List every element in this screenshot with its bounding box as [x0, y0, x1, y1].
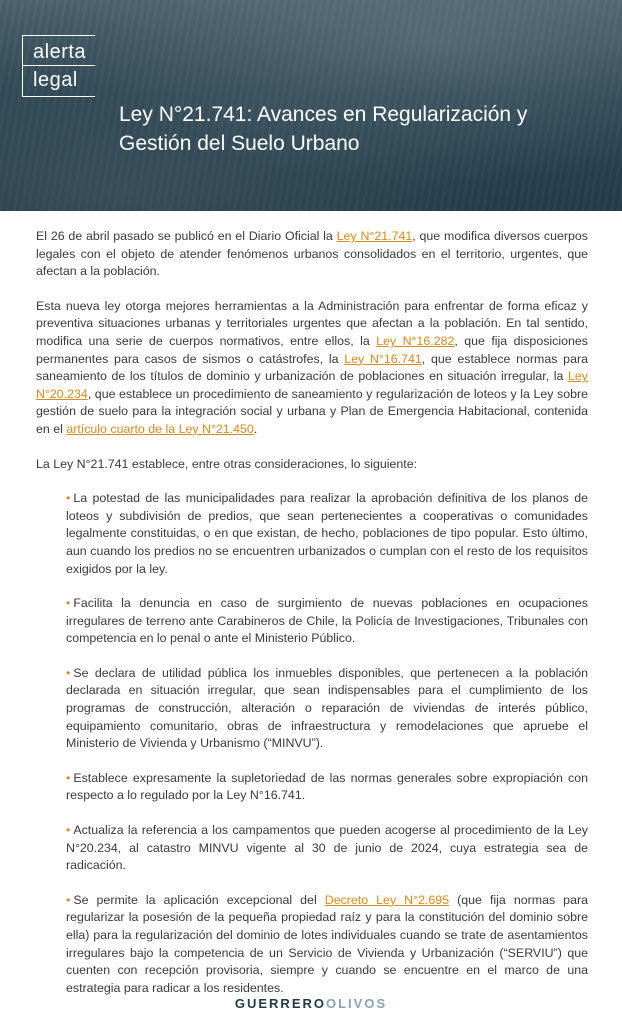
link-decreto-ley-2695[interactable]: Decreto Ley N°2.695 — [324, 892, 450, 907]
list-item — [66, 770, 588, 805]
text: Establece expresamente la supletoriedad de las normas generales sobre expropiación con respecto a lo regulado por la Ley N°16.741. — [66, 770, 588, 803]
guerrero-olivos-logo — [0, 996, 622, 1011]
text: (que fija normas para regularizar la posesión de la pequeña propiedad raíz y para la constitución del dominio sobre ella) para la regularización del dominio de lotes individuales cuando se trate de asentamientos irregulares bajo la competencia de un Servicio de Vivienda y Urbanización (“SERVIU”) que cuenten con recepción provisoria, siempre y cuando se encuentre en el marco de una estrategia para radicar a los residentes. — [66, 892, 588, 995]
text: , que establece normas para saneamiento de los títulos de dominio y urbanización de poblaciones en situación irregular, la — [36, 351, 588, 384]
text: , que establece un procedimiento de saneamiento y regularización de loteos y la Ley sobre gestión de suelo para la integración social y urbana y Plan de Emergencia Habitacional, contenida en el — [36, 386, 588, 436]
bullet-icon: • — [66, 665, 71, 680]
logo-line-legal: legal — [33, 69, 78, 91]
text: , que fija disposiciones permanentes para casos de sismos o catástrofes, la — [36, 333, 588, 366]
bullet-icon: • — [66, 491, 71, 506]
text: El 26 de abril pasado se publicó en el Diario Oficial la — [36, 229, 337, 243]
text: Facilita la denuncia en caso de surgimiento de nuevas poblaciones en ocupaciones irregulares de terreno ante Carabineros de Chile, la Policía de Investigaciones, Tribunales con competencia en lo penal o ante el Ministerio Público. — [66, 596, 588, 646]
link-ley-16282[interactable]: Ley N°16.282 — [376, 333, 455, 348]
header-banner — [0, 0, 622, 211]
brand-guerrero: GUERRERO — [234, 996, 326, 1011]
text: Se permite la aplicación excepcional del — [73, 892, 325, 907]
intro-paragraph-1 — [36, 228, 588, 281]
intro-paragraph-2 — [36, 298, 588, 439]
text: , que modifica diversos cuerpos legales con el objeto de atender fenómenos urbanos consolidados en el territorio, urgentes, que afectan a la población. — [36, 229, 589, 279]
bullet-icon: • — [66, 596, 71, 611]
text: Actualiza la referencia a los campamentos que pueden acogerse al procedimiento de la Ley N°20.234, al catastro MINVU vigente al 30 de junio de 2024, cuya estrategia sea de radicación. — [66, 823, 588, 873]
page-title: Ley N°21.741: Avances en Regularización y Gestión del Suelo Urbano — [119, 103, 528, 155]
text: La potestad de las municipalidades para realizar la aprobación definitiva de los planos de loteos y subdivisión de predios, que sean pertenecientes a cooperativas o comunidades legalmente constituidas, o en que existan, de hecho, poblaciones de tipo popular. Esto último, aun cuando los predios no se encuentren urbanizados o cumplan con el resto de los requisitos exigidos por la ley. — [66, 491, 588, 576]
bullet-icon: • — [66, 770, 71, 785]
logo-line-alerta: alerta — [33, 41, 87, 63]
text: Esta nueva ley otorga mejores herramientas a la Administración para enfrentar de forma eficaz y preventiva situaciones urbanas y territoriales urgentes que afectan a la población. En tal sentido, modifica una serie de cuerpos normativos, entre ellos, la — [36, 298, 588, 348]
list-item — [66, 892, 588, 998]
list-item — [66, 595, 588, 648]
link-ley-16741[interactable]: Ley N°16.741 — [344, 351, 422, 366]
list-item — [66, 490, 588, 578]
bullet-icon: • — [66, 823, 71, 838]
brand-olivos: OLIVOS — [326, 996, 388, 1011]
bullet-icon: • — [66, 892, 71, 907]
text: Se declara de utilidad pública los inmuebles disponibles, que pertenecen a la población declarada en situación irregular, que sean indispensables para el cumplimiento de los programas de construcción, alteración o reparación de viviendas de interés público, equipamiento comunitario, obras de infraestructura y remodelaciones que apruebe el Ministerio de Vivienda y Urbanismo (“MINVU”). — [66, 665, 588, 751]
list-item — [66, 665, 588, 753]
logo-divider — [22, 65, 95, 66]
text: . — [253, 421, 258, 436]
intro-paragraph-3: La Ley N°21.741 establece, entre otras consideraciones, lo siguiente: — [36, 456, 418, 471]
alerta-legal-logo — [22, 35, 95, 97]
article-body — [36, 228, 588, 1014]
link-ley-21450[interactable]: artículo cuarto de la Ley N°21.450 — [66, 421, 254, 436]
list-item — [66, 822, 588, 875]
link-ley-20234[interactable]: Ley N°20.234 — [36, 369, 588, 401]
link-ley-21741[interactable]: Ley N°21.741 — [336, 229, 413, 243]
